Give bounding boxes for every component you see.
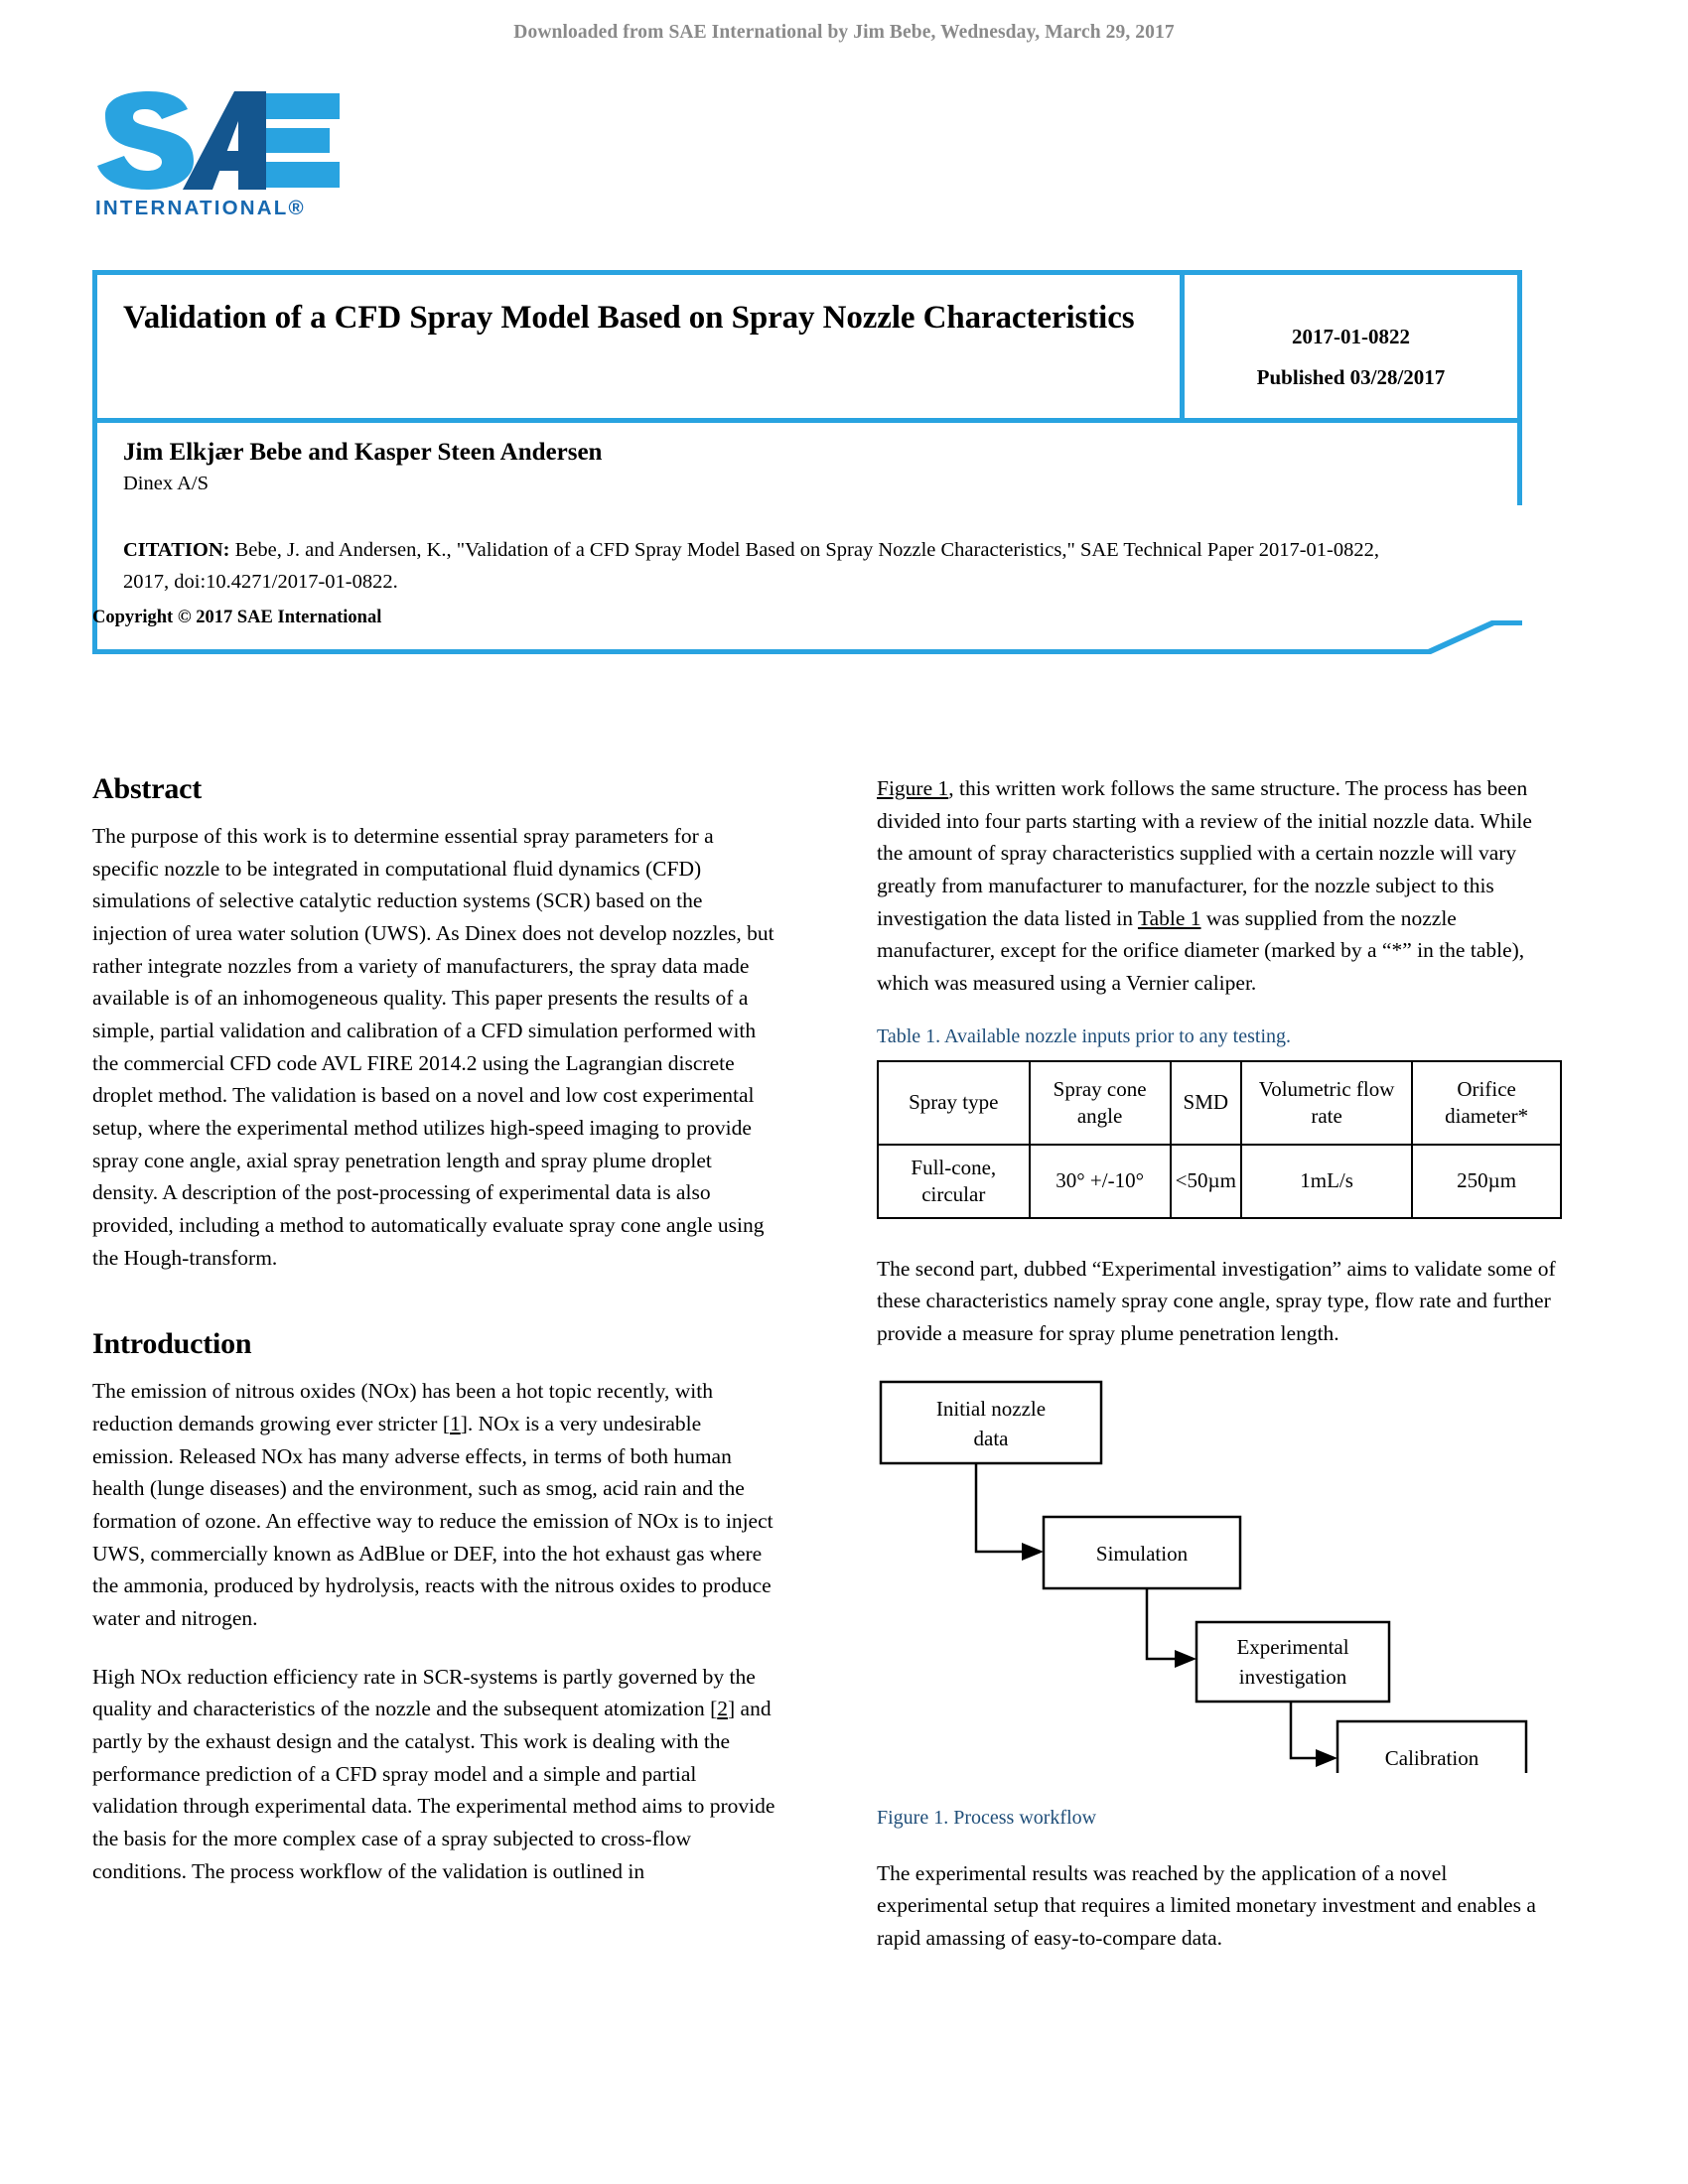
paper-meta-cell <box>1180 275 1517 418</box>
figure-1-caption: Figure 1. Process workflow <box>877 1806 1097 1829</box>
flowchart-svg <box>877 1376 1562 1773</box>
table-cell: <50µm <box>1171 1145 1241 1218</box>
table-cell: 30° +/-10° <box>1030 1145 1171 1218</box>
flow-node-label-2: Simulation <box>1095 1541 1189 1566</box>
table-header-cell: Spray type <box>878 1061 1030 1145</box>
flow-arrow-2-head-icon <box>1175 1650 1196 1668</box>
title-box <box>92 270 1522 418</box>
flow-node-label-1a: Initial nozzle <box>935 1396 1047 1421</box>
author-names: Jim Elkjær Bebe and Kasper Steen Andersen <box>123 438 603 466</box>
right-paragraph-1 <box>877 772 1562 1000</box>
abstract-heading: Abstract <box>92 772 203 805</box>
intro-paragraph-1 <box>92 1375 777 1634</box>
table-cell: 250µm <box>1412 1145 1561 1218</box>
intro-p1-part-b: ]. NOx is a very undesirable emission. Released NOx has many adverse effects, in terms of both human health (lunge diseases) and the environment, such as smog, acid rain and the formation of ozone. An effective way to reduce the emission of NOx is to inject UWS, commercially known as AdBlue or DEF, into the hot exhaust gas where the ammonia, produced by hydrolysis, reacts with the nitrous oxides to produce water and nitrogen. <box>92 1412 774 1631</box>
figure-1-crossref-link[interactable]: Figure 1 <box>877 776 949 800</box>
citation-box <box>92 505 1522 620</box>
table-1-crossref-link[interactable]: Table 1 <box>1137 905 1201 930</box>
table-row <box>878 1145 1561 1218</box>
sae-logo-wordmark: INTERNATIONAL® <box>95 197 306 219</box>
paper-header-block <box>92 270 1522 654</box>
flow-node-label-3b: investigation <box>1238 1664 1347 1689</box>
nozzle-inputs-table <box>877 1060 1562 1219</box>
table-1-caption: Table 1. Available nozzle inputs prior to any testing. <box>877 1024 1292 1047</box>
reference-link-1[interactable]: 1 <box>450 1412 461 1436</box>
right-p1-part-a: , this written work follows the same structure. The process has been divided into four parts starting with a review of the initial nozzle data. While the amount of spray characteristics supplied with a certain nozzle will vary greatly from manufacturer to manufacturer, for the nozzle subject to this investigation the data listed in <box>877 776 1532 930</box>
table-header-cell: SMD <box>1171 1061 1241 1145</box>
paper-number: 2017-01-0822 <box>1292 325 1410 348</box>
flow-arrow-3-head-icon <box>1316 1749 1337 1767</box>
intro-p1-part-a: The emission of nitrous oxides (NOx) has been a hot topic recently, with reduction demands growing ever stricter [ <box>92 1379 713 1436</box>
right-paragraph-3: The experimental results was reached by the application of a novel experimental setup that requires a limited monetary investment and enables a rapid amassing of easy-to-compare data. <box>877 1860 1536 1951</box>
copyright-notice: Copyright © 2017 SAE International <box>92 608 382 627</box>
citation-label: CITATION: <box>123 539 230 562</box>
download-watermark-banner: Downloaded from SAE International by Jim Bebe, Wednesday, March 29, 2017 <box>513 22 1175 43</box>
introduction-heading: Introduction <box>92 1327 252 1361</box>
sae-logo-mark-icon <box>95 87 344 195</box>
flow-node-initial-nozzle-data-box <box>881 1382 1101 1463</box>
flow-node-label-4: Calibration <box>1384 1745 1479 1770</box>
flow-arrow-2-line <box>1147 1588 1175 1659</box>
page-title: Validation of a CFD Spray Model Based on Spray Nozzle Characteristics <box>123 300 1135 336</box>
author-affiliation: Dinex A/S <box>123 473 209 495</box>
table-header-cell: Volumetric flow rate <box>1241 1061 1412 1145</box>
right-p1-part-b: was supplied from the nozzle manufacturer, except for the orifice diameter (marked by a “*” in the table), which was measured using a Vernier caliper. <box>877 905 1525 996</box>
flow-arrow-1-line <box>976 1463 1022 1552</box>
table-cell: Full-cone, circular <box>878 1145 1030 1218</box>
citation-text <box>123 535 1414 599</box>
table-header-cell: Orifice diameter* <box>1412 1061 1561 1145</box>
citation-body: Bebe, J. and Andersen, K., "Validation of a CFD Spray Model Based on Spray Nozzle Characteristics," SAE Technical Paper 2017-01-0822, 2017, doi:10.4271/2017-01-0822. <box>123 539 1380 593</box>
flow-arrow-1-head-icon <box>1022 1543 1044 1561</box>
table-header-row <box>878 1061 1561 1145</box>
published-date: Published 03/28/2017 <box>1256 364 1446 389</box>
table-cell: 1mL/s <box>1241 1145 1412 1218</box>
reference-link-2[interactable]: 2 <box>717 1697 728 1721</box>
intro-paragraph-2 <box>92 1661 777 1888</box>
left-column <box>92 772 777 1980</box>
right-column <box>877 772 1562 1980</box>
body-columns <box>92 772 1562 1980</box>
abstract-paragraph: The purpose of this work is to determine essential spray parameters for a specific nozzle to be integrated in computational fluid dynamics (CFD) simulations of selective catalytic reduction systems (SCR) based on the injection of urea water solution (UWS). As Dinex does not develop nozzles, but rather integrate nozzles from a variety of manufacturers, the spray data made available is of an inhomogeneous quality. This paper presents the results of a simple, partial validation and calibration of a CFD simulation performed with the commercial CFD code AVL FIRE 2014.2 using the Lagrangian discrete droplet method. The validation is based on a novel and low cost experimental setup, where the experimental method utilizes high-speed imaging to provide spray cone angle, axial spray penetration length and spray plume droplet density. A description of the post-processing of experimental data is also provided, including a method to automatically evaluate spray cone angle using the Hough-transform. <box>92 824 774 1270</box>
figure-1-process-workflow-diagram <box>877 1376 1562 1793</box>
flow-node-label-3a: Experimental <box>1236 1634 1349 1659</box>
right-paragraph-2: The second part, dubbed “Experimental investigation” aims to validate some of these characteristics namely spray cone angle, spray type, flow rate and further provide a measure for spray plume penetration length. <box>877 1256 1556 1346</box>
intro-p2-part-b: ] and partly by the exhaust design and the catalyst. This work is dealing with the performance prediction of a CFD spray model and a simple and partial validation through experimental data. The experimental method aims to provide the basis for the more complex case of a spray subjected to cross-flow conditions. The process workflow of the validation is outlined in <box>92 1697 775 1883</box>
intro-p2-part-a: High NOx reduction efficiency rate in SCR-systems is partly governed by the quality and characteristics of the nozzle and the subsequent atomization [ <box>92 1664 756 1721</box>
flow-arrow-3-line <box>1291 1702 1316 1758</box>
author-box <box>92 418 1522 505</box>
table-header-cell: Spray cone angle <box>1030 1061 1171 1145</box>
flow-node-label-1b: data <box>973 1426 1009 1450</box>
flow-node-experimental-investigation-box <box>1196 1622 1389 1702</box>
title-left-cell <box>97 275 1180 418</box>
sae-logo <box>95 87 344 226</box>
